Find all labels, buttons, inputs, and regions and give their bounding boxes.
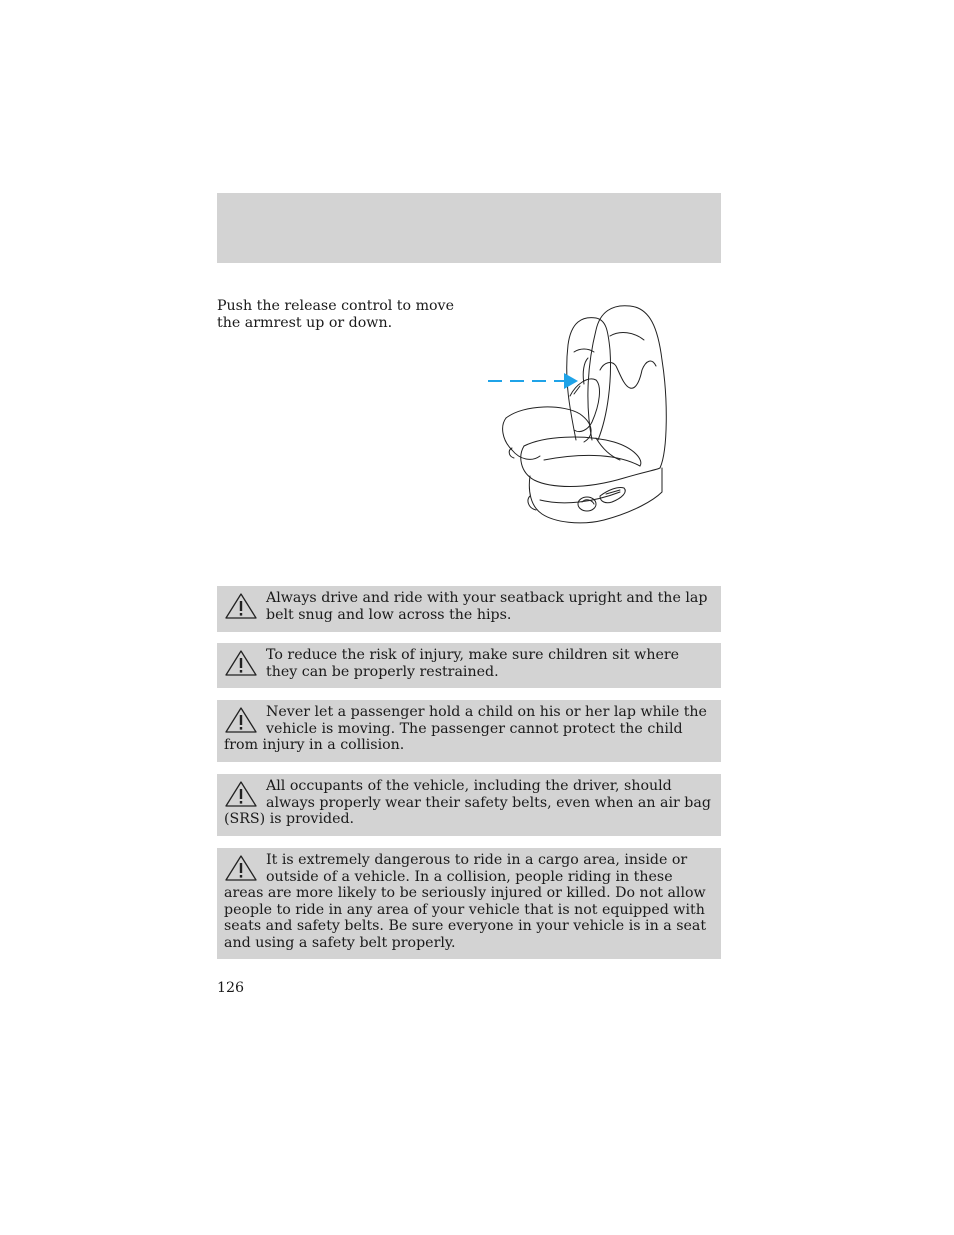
warning-triangle-icon bbox=[224, 780, 258, 808]
warning-text: To reduce the risk of injury, make sure children sit where they can be properly restrained. bbox=[266, 647, 680, 680]
warning-triangle-icon bbox=[224, 854, 258, 882]
warning-box-1 bbox=[217, 586, 721, 632]
warning-triangle-icon bbox=[224, 592, 258, 620]
section-header-bar bbox=[217, 193, 721, 263]
warning-box-5 bbox=[217, 848, 721, 959]
armrest-instruction-text: Push the release control to move the armrest up or down. bbox=[217, 298, 454, 331]
warning-text: It is extremely dangerous to ride in a cargo area, inside or outside of a vehicle. In a collision, people riding in these areas are more likely to be seriously injured or killed. Do not allow people to ride in any area of your vehicle that is not equipped with seats and safety belts. Be sure everyone in your vehicle is in a seat and using a safety belt properly. bbox=[224, 852, 707, 951]
warning-box-3 bbox=[217, 700, 721, 762]
seat-armrest-illustration bbox=[484, 300, 680, 532]
warning-box-2 bbox=[217, 643, 721, 688]
warning-box-4 bbox=[217, 774, 721, 836]
warning-text: Always drive and ride with your seatback upright and the lap belt snug and low across the hips. bbox=[266, 590, 708, 623]
warning-triangle-icon bbox=[224, 649, 258, 677]
warning-triangle-icon bbox=[224, 706, 258, 734]
warning-text: All occupants of the vehicle, including the driver, should always properly wear their safety belts, even when an air bag (SRS) is provided. bbox=[224, 778, 711, 827]
warning-text: Never let a passenger hold a child on his or her lap while the vehicle is moving. The passenger cannot protect the child from injury in a collision. bbox=[224, 704, 707, 753]
page-number: 126 bbox=[217, 980, 245, 996]
